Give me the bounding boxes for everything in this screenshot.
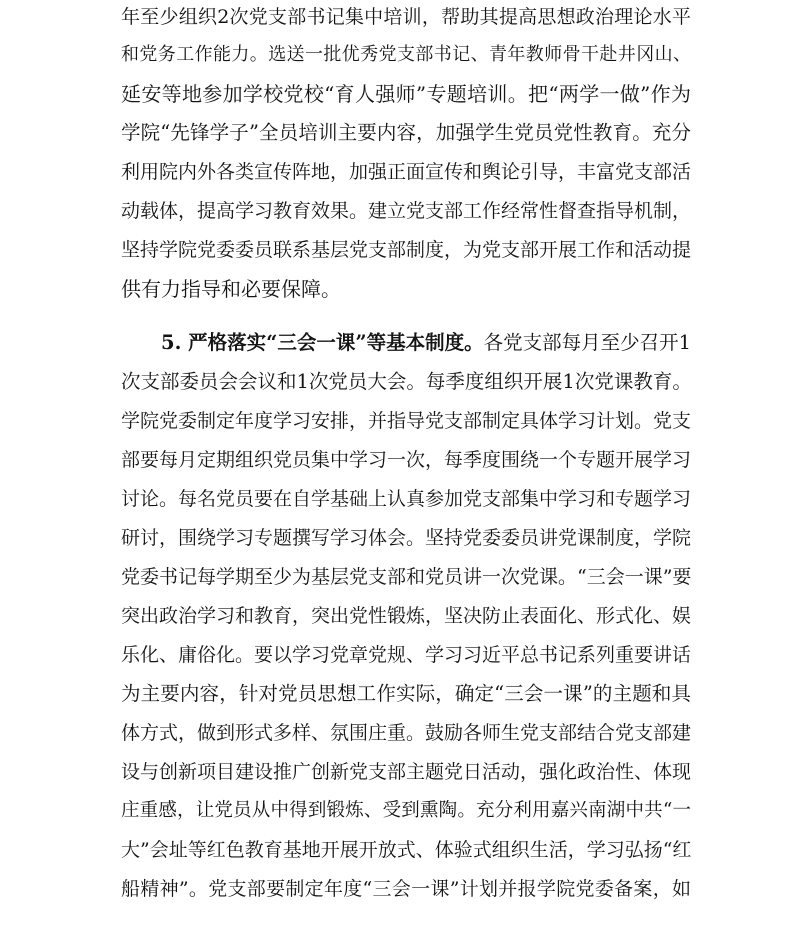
paragraph-line: 和党务工作能力。选送一批优秀党支部书记、青年教师骨干赴井冈山、 <box>121 44 691 65</box>
paragraph-line: 供有力指导和必要保障。 <box>121 277 341 301</box>
heading-line-rest: 各党支部每月至少召开1 <box>483 331 692 354</box>
paragraph-line: 年至少组织2次党支部书记集中培训，帮助其提高思想政治理论水平 <box>121 6 691 28</box>
paragraph-line: 延安等地参加学校党校“育人强师”专题培训。把“两学一做”作为 <box>121 82 691 106</box>
paragraph-line: 学院“先锋学子”全员培训主要内容，加强学生党员党性教育。充分 <box>121 121 691 144</box>
section-heading-line <box>161 328 691 358</box>
paragraph-line: 部要每月定期组织党员集中学习一次，每季度围绕一个专题开展学习 <box>121 449 692 471</box>
paragraph-line: 庄重感，让党员从中得到锻炼、受到熏陶。充分利用嘉兴南湖中共“一 <box>121 800 691 821</box>
paragraph-line: 乐化、庸俗化。要以学习党章党规、学习习近平总书记系列重要讲话 <box>121 644 692 666</box>
paragraph-line: 利用院内外各类宣传阵地，加强正面宣传和舆论引导，丰富党支部活 <box>121 161 692 183</box>
paragraph-line: 讨论。每名党员要在自学基础上认真参加党支部集中学习和专题学习 <box>121 488 692 510</box>
paragraph-line: 党委书记每学期至少为基层党支部和党员讲一次党课。“三会一课”要 <box>121 566 692 588</box>
paragraph-line: 动载体，提高学习教育效果。建立党支部工作经常性督查指导机制， <box>121 200 692 222</box>
paragraph-line: 为主要内容，针对党员思想工作实际，确定“三会一课”的主题和具 <box>121 682 691 705</box>
section-heading: 5. 严格落实“三会一课”等基本制度。 <box>161 331 484 354</box>
paragraph-line: 坚持学院党委委员联系基层党支部制度，为党支部开展工作和活动提 <box>121 239 692 261</box>
paragraph-line: 体方式，做到形式多样、氛围庄重。鼓励各师生党支部结合党支部建 <box>121 722 692 744</box>
paragraph-line: 大”会址等红色教育基地开展开放式、体验式组织生活，学习弘扬“红 <box>121 839 692 861</box>
paragraph-line: 船精神”。党支部要制定年度“三会一课”计划并报学院党委备案，如 <box>121 878 691 900</box>
paragraph-line: 突出政治学习和教育，突出党性锻炼，坚决防止表面化、形式化、娱 <box>121 605 692 627</box>
paragraph-line: 研讨，围绕学习专题撰写学习体会。坚持党委委员讲党课制度，学院 <box>121 527 692 549</box>
paragraph-line: 设与创新项目建设推广创新党支部主题党日活动，强化政治性、体现 <box>121 761 692 783</box>
paragraph-line: 学院党委制定年度学习安排，并指导党支部制定具体学习计划。党支 <box>121 410 692 432</box>
paragraph-line: 次支部委员会会议和1次党员大会。每季度组织开展1次党课教育。 <box>121 370 692 393</box>
